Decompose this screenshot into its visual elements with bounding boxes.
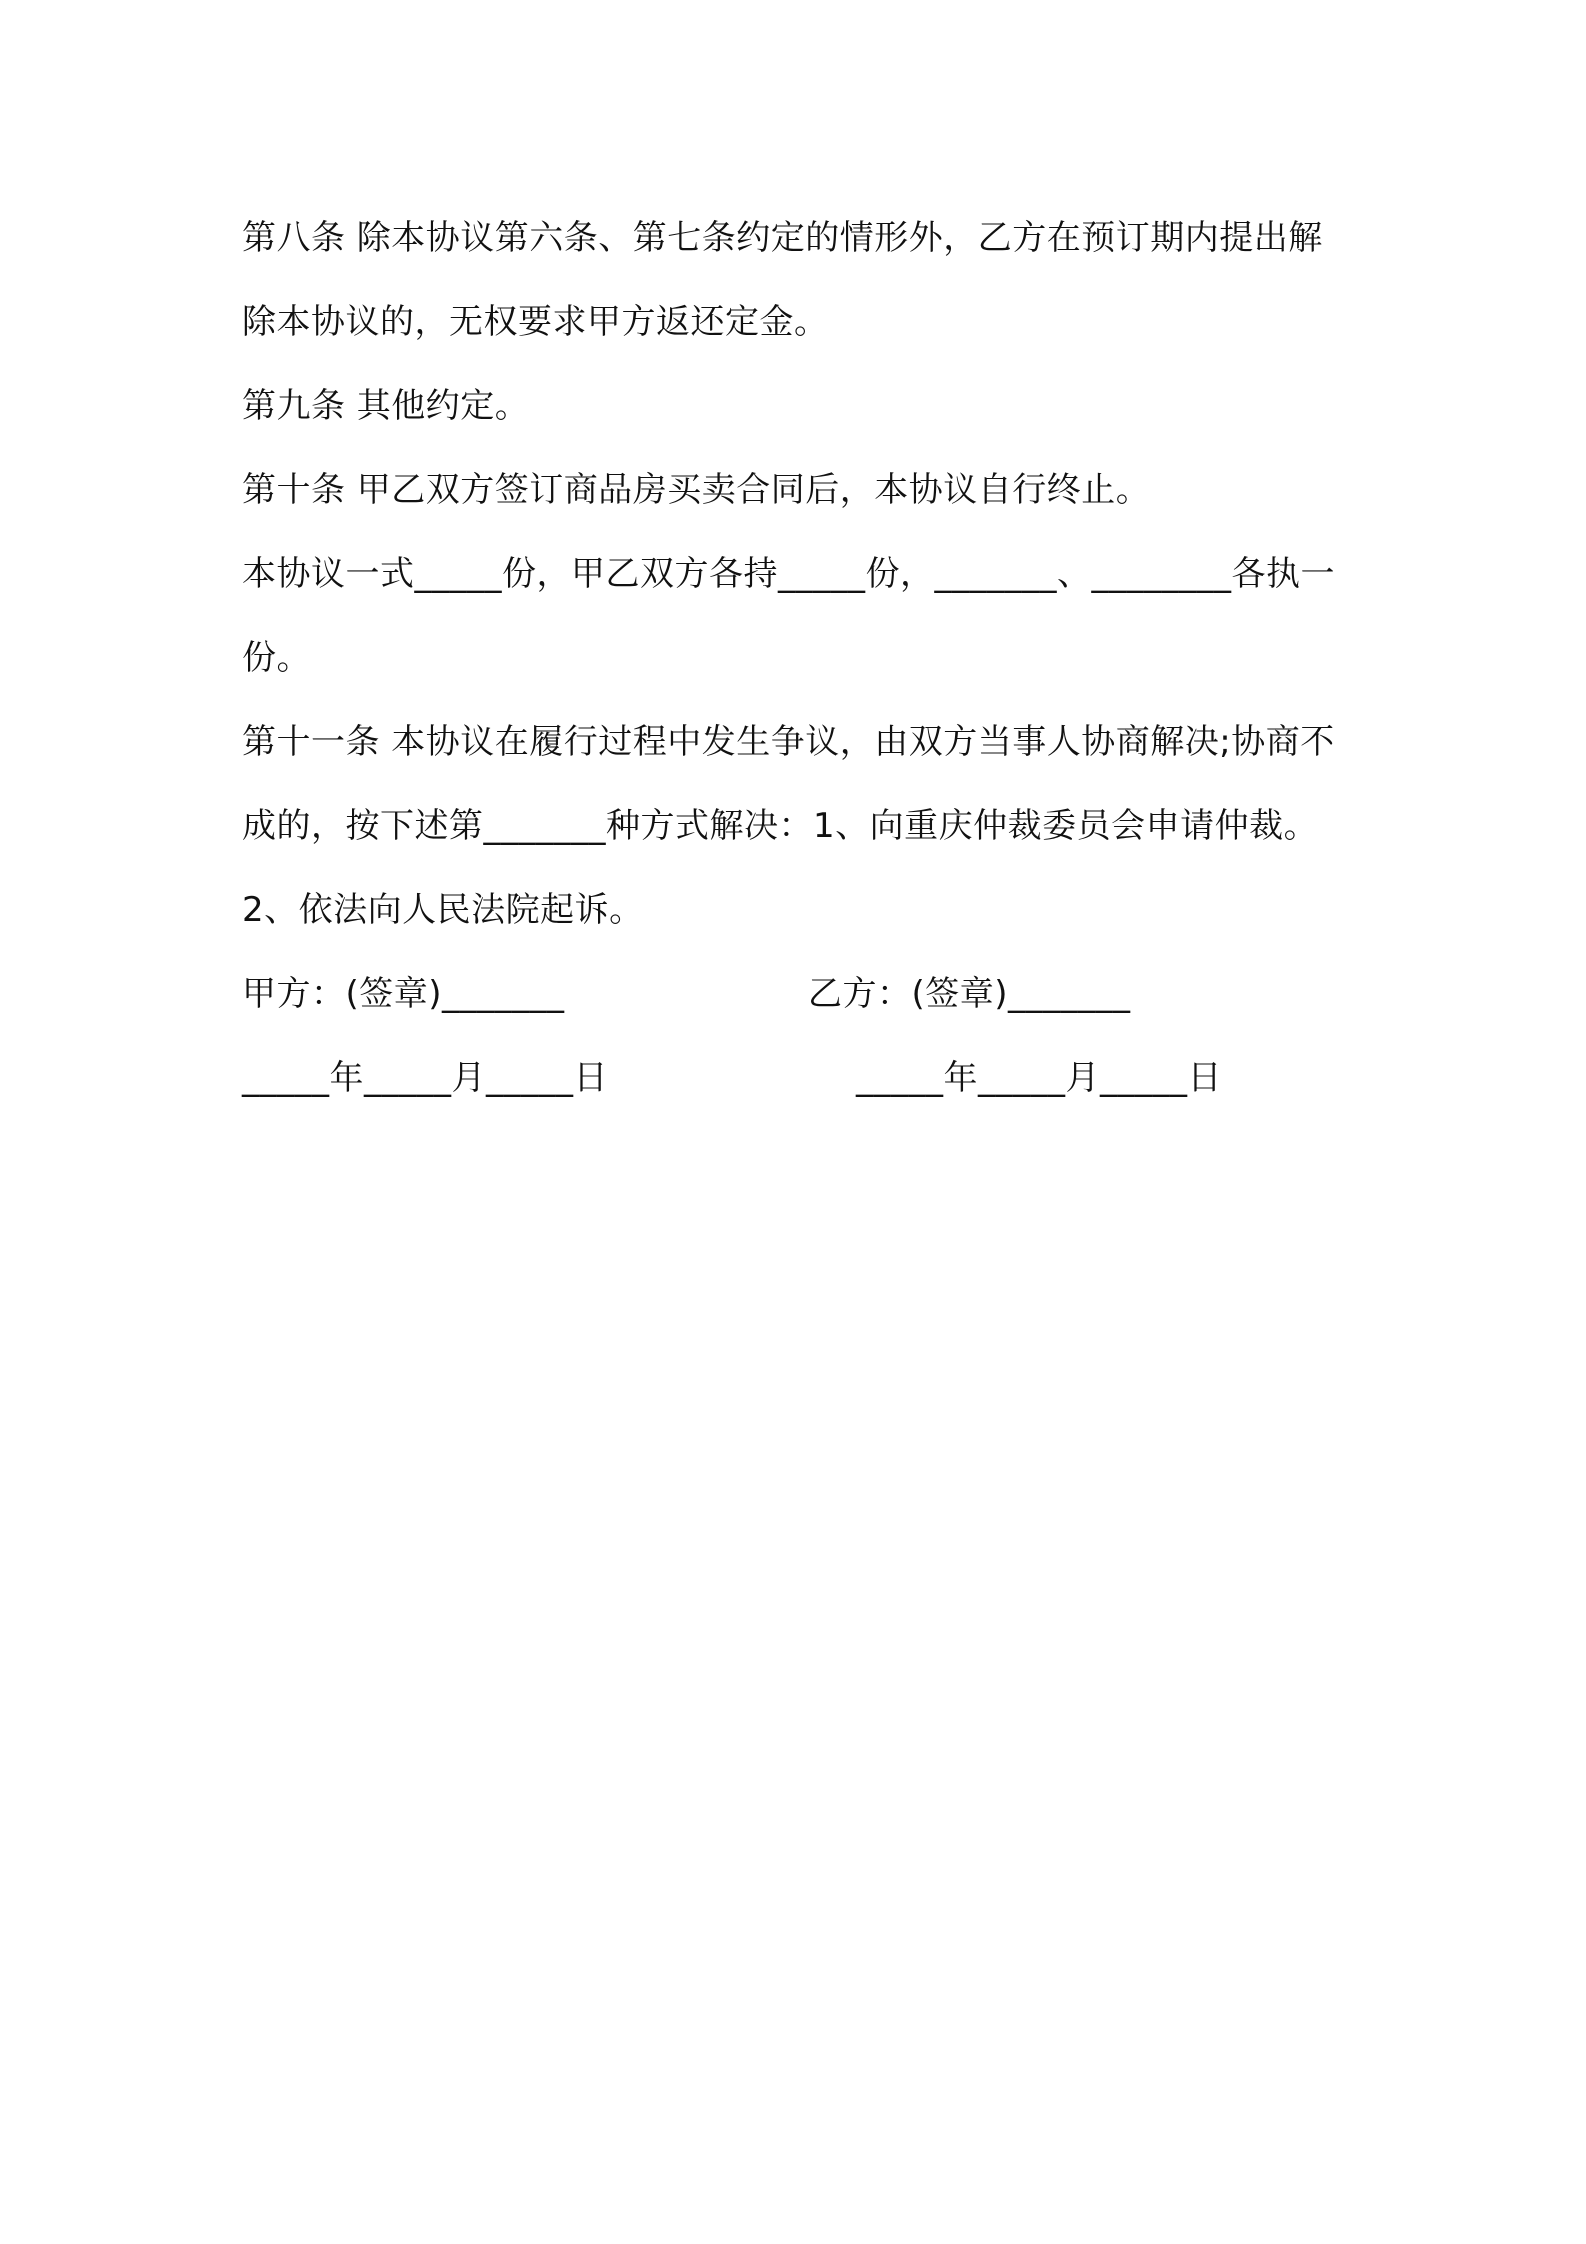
party-a-signature: 甲方：(签章)_______ (242, 974, 565, 1014)
signature-row (242, 952, 1357, 1036)
clause-8: 第八条 除本协议第六条、第七条约定的情形外，乙方在预订期内提出解除本协议的，无权要求甲方返还定金。 (242, 218, 1323, 342)
clause-11: 第十一条 本协议在履行过程中发生争议，由双方当事人协商解决;协商不成的，按下述第_______种方式解决：1、向重庆仲裁委员会申请仲裁。2、依法向人民法院起诉。 (242, 722, 1335, 930)
party-b-signature: 乙方：(签章)_______ (808, 974, 1131, 1014)
party-a-date: _____年_____月_____日 (242, 1058, 608, 1098)
party-b-date: _____年_____月_____日 (856, 1058, 1222, 1098)
document-body (242, 196, 1357, 1120)
date-row (242, 1036, 1357, 1120)
clause-9: 第九条 其他约定。 (242, 386, 530, 426)
clause-10: 第十条 甲乙双方签订商品房买卖合同后，本协议自行终止。 (242, 470, 1151, 510)
copies-clause: 本协议一式_____份，甲乙双方各持_____份，_______、________各执一份。 (242, 554, 1335, 678)
